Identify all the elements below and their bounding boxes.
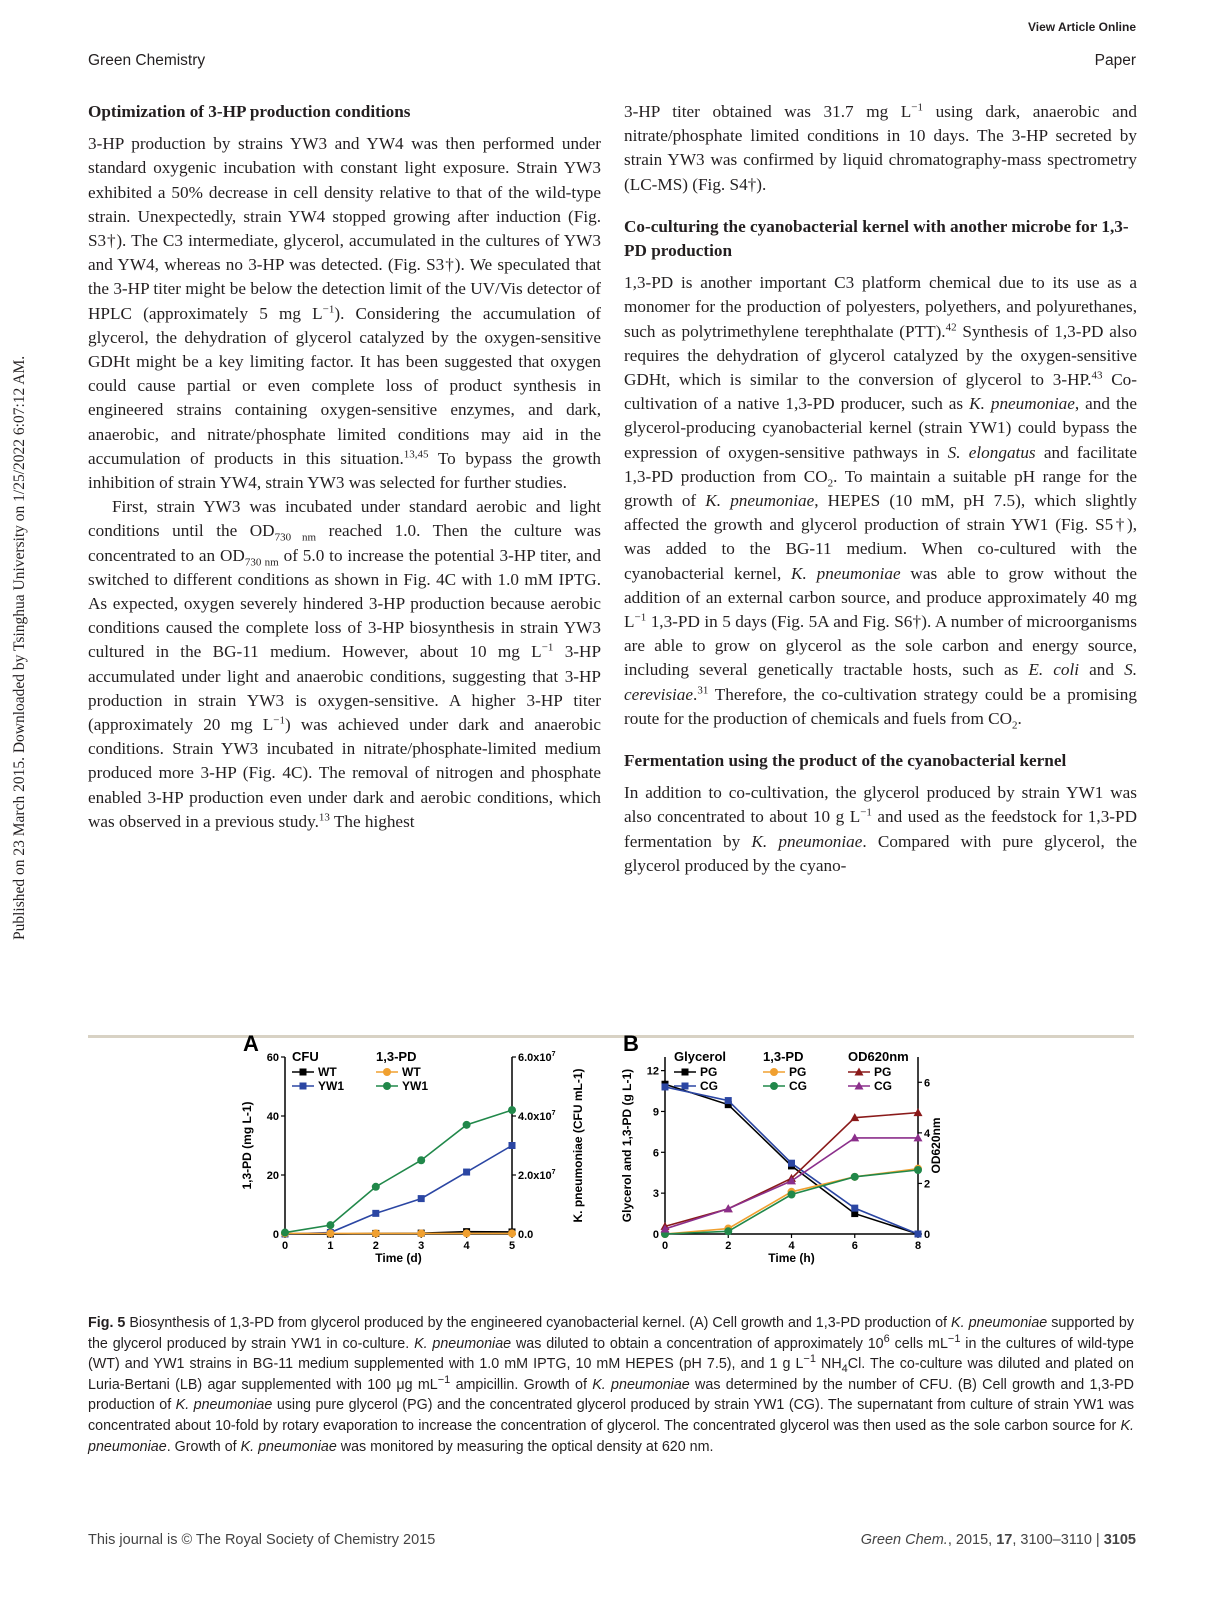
data-point xyxy=(326,1229,334,1237)
figure-label: Fig. 5 xyxy=(88,1315,126,1331)
legend-label: PG xyxy=(700,1065,718,1079)
panel-a xyxy=(240,1031,585,1265)
citation: 43 xyxy=(1091,369,1103,382)
section-heading: Co-culturing the cyanobacterial kernel with another microbe for 1,3-PD production xyxy=(624,216,1129,261)
data-point xyxy=(383,1068,391,1076)
tick-label: 3 xyxy=(652,1188,659,1201)
data-point xyxy=(682,1069,689,1076)
data-point xyxy=(417,1156,425,1164)
legend-label: YW1 xyxy=(402,1079,429,1093)
legend-label: CG xyxy=(874,1079,892,1093)
data-point xyxy=(508,1106,516,1114)
series-line xyxy=(665,1084,918,1234)
panel-label: B xyxy=(623,1031,639,1056)
tick-label: 0 xyxy=(652,1229,659,1241)
figure-5 xyxy=(240,1031,980,1312)
data-point xyxy=(788,1191,796,1199)
data-point xyxy=(724,1204,733,1212)
tick-label: $6.0x10^7$ xyxy=(518,1051,556,1064)
legend-label: WT xyxy=(318,1065,337,1079)
tick-label: 0.0 xyxy=(518,1229,534,1241)
data-point xyxy=(372,1183,380,1191)
data-point xyxy=(724,1227,732,1235)
tick-label: 5 xyxy=(508,1240,516,1252)
section-heading: Optimization of 3-HP production conditions xyxy=(88,102,411,121)
legend-label: CG xyxy=(789,1079,807,1093)
tick-label: 1 xyxy=(327,1240,334,1252)
data-point xyxy=(508,1229,516,1237)
legend-title: 1,3-PD xyxy=(763,1049,804,1064)
section-label: Paper xyxy=(1094,52,1136,69)
figure-caption: Fig. 5 Biosynthesis of 1,3-PD from glycerol produced by the engineered cyanobacterial kernel. (A) Cell growth and 1,3-PD production of K. pneumoniae supported by the glycerol produced by strain YW1 in co-culture. K. pneumoniae was diluted to obtain a concentration of approximately $10^6$ cells $mL^{-1}$ in the cultures of wild-type (WT) and YW1 strains in BG-11 medium supplemented with 1.0 mM IPTG, 10 mM HEPES (pH 7.5), and 1 g $L^{-1}$ $NH_4Cl$. The co-culture was diluted and plated on Luria-Bertani (LB) agar supplemented with 100 μg $mL^{-1}$ ampicillin. Growth of K. pneumoniae was determined by the number of CFU. (B) Cell growth and 1,3-PD production of K. pneumoniae using pure glycerol (PG) and the concentrated glycerol produced by strain YW1 (CG). The supernatant from culture of strain YW1 was concentrated about 10-fold by rotary evaporation to increase the concentration of glycerol. The concentrated glycerol was then used as the sole carbon source for K. pneumoniae. Growth of K. pneumoniae was monitored by measuring the optical density at 620 nm. xyxy=(88,1315,1134,1455)
legend-label: CG xyxy=(700,1079,718,1093)
y-axis-label: Glycerol and 1,3-PD (g L-1) xyxy=(620,1068,634,1223)
data-point xyxy=(300,1083,307,1090)
legend-title: 1,3-PD xyxy=(376,1049,417,1064)
data-point xyxy=(851,1205,858,1212)
legend-label: YW1 xyxy=(318,1079,345,1093)
tick-label: 0 xyxy=(661,1240,669,1252)
data-point xyxy=(463,1229,471,1237)
series-line xyxy=(665,1113,918,1227)
section-heading: Fermentation using the product of the cyanobacterial kernel xyxy=(624,751,1067,771)
tick-label: 8 xyxy=(914,1240,922,1252)
data-point xyxy=(770,1082,778,1090)
legend-title: OD620nm xyxy=(848,1049,909,1064)
data-point xyxy=(914,1166,922,1174)
tick-label: 6 xyxy=(924,1077,931,1090)
tick-label: $4.0x10^7$ xyxy=(518,1110,556,1123)
tick-label: 2 xyxy=(725,1240,732,1252)
paragraph: 3-HP titer obtained was 31.7 mg $L^{-1}$ using dark, anaerobic and nitrate/phosphate limited conditions in 10 days. The 3-HP secreted by strain YW3 was confirmed by liquid chromatography-mass spectrometry (LC-MS) (Fig. S4†). xyxy=(624,101,1137,194)
side-publication-note xyxy=(4,0,32,975)
tick-label: 20 xyxy=(266,1170,279,1182)
legend-title: Glycerol xyxy=(674,1049,727,1064)
legend-label: WT xyxy=(402,1065,421,1079)
footer-citation: Green Chem., 2015, 17, 3100–3110 | 3105 xyxy=(860,1532,1136,1548)
paragraph: First, strain YW3 was incubated under standard aerobic and light conditions until the $OD_{730 nm}$ reached 1.0. Then the culture was concentrated to an $OD_{730 nm}$ of 5.0 to increase the potential 3-HP titer, and switched to different conditions as shown in Fig. 4C with 1.0 mM IPTG. As expected, oxygen severely hindered 3-HP production because aerobic conditions caused the complete loss of 3-HP biosynthesis in strain YW3 cultured in the BG-11 medium. However, about 10 mg $L^{-1}$ 3-HP accumulated under light and anaerobic conditions, suggesting that 3-HP production in strain YW3 is oxygen-sensitive. A higher 3-HP titer (approximately 20 mg $L^{-1}$) was achieved under dark and anaerobic conditions. Strain YW3 incubated in nitrate/phosphate-limited medium produced more 3-HP (Fig. 4C). The removal of nitrogen and phosphate enabled 3-HP production even under dark and aerobic conditions, which was observed in a previous study.$^{13}$ The highest xyxy=(88,497,602,831)
data-point xyxy=(383,1082,391,1090)
data-point xyxy=(788,1160,795,1167)
data-point xyxy=(662,1083,669,1090)
tick-label: 9 xyxy=(652,1106,659,1119)
paragraph: 1,3-PD is another important C3 platform chemical due to its use as a monomer for the production of polyesters, polyethers, and polyurethanes, such as polytrimethylene terephthalate (PTT).$^{42}$ Synthesis of 1,3-PD also requires the dehydration of glycerol catalyzed by the oxygen-sensitive GDHt, which is similar to the conversion of glycerol to 3-HP.$^{43}$ Co-cultivation of a native 1,3-PD producer, such as K. pneumoniae, and the glycerol-producing cyanobacterial kernel (strain YW1) could bypass the expression of oxygen-sensitive pathways in S. elongatus and facilitate 1,3-PD production from $CO_2$. To maintain a suitable pH range for the growth of K. pneumoniae, HEPES (10 mM, pH 7.5), which slightly affected the growth and glycerol production of strain YW1 (Fig. S5†), was added to the BG-11 medium. When co-cultured with the cyanobacterial kernel, K. pneumoniae was able to grow without the addition of an external carbon source, and produce approximately 40 mg $L^{-1}$ 1,3-PD in 5 days (Fig. 5A and Fig. S6†). A number of microorganisms are able to grow on glycerol as the sole carbon and energy source, including several genetically tractable hosts, such as E. coli and S. cerevisiae.$^{31}$ Therefore, the co-cultivation strategy could be a promising route for the production of chemicals and fuels from $CO_2$. xyxy=(624,273,1137,732)
tick-label: 0 xyxy=(281,1240,289,1252)
series-line xyxy=(285,1110,512,1232)
panel-label: A xyxy=(243,1031,259,1056)
tick-label: 12 xyxy=(646,1065,659,1078)
data-point xyxy=(682,1083,689,1090)
tick-label: 4 xyxy=(463,1240,470,1252)
data-point xyxy=(851,1173,859,1181)
citation: 13 xyxy=(318,811,330,824)
y2-axis-label: K. pneumoniae (CFU mL-1) xyxy=(571,1068,585,1223)
panel-b xyxy=(620,1031,943,1265)
tick-label: 0 xyxy=(924,1229,931,1241)
data-point xyxy=(509,1142,516,1149)
paragraph: In addition to co-cultivation, the glycerol produced by strain YW1 was also concentrated to about 10 g $L^{-1}$ and used as the feedstock for 1,3-PD fermentation by K. pneumoniae. Compared with pure glycerol, the glycerol produced by the cyano- xyxy=(624,783,1137,875)
tick-label: 3 xyxy=(418,1240,425,1252)
citation: 42 xyxy=(945,320,957,333)
legend-label: PG xyxy=(874,1065,892,1079)
legend-title: CFU xyxy=(292,1049,319,1064)
data-point xyxy=(725,1097,732,1104)
tick-label: 4 xyxy=(788,1240,795,1252)
y2-axis-label: OD620nm xyxy=(929,1117,943,1174)
data-point xyxy=(915,1231,922,1238)
data-point xyxy=(372,1229,380,1237)
tick-label: 6 xyxy=(851,1240,858,1252)
data-point xyxy=(300,1069,307,1076)
tick-label: $2.0x10^7$ xyxy=(518,1169,556,1182)
series-line xyxy=(285,1146,512,1235)
data-point xyxy=(417,1229,425,1237)
tick-label: 6 xyxy=(652,1147,659,1160)
page-number: 3105 xyxy=(1103,1532,1136,1548)
view-article-online-link[interactable]: View Article Online xyxy=(1027,20,1136,34)
tick-label: 2 xyxy=(924,1178,931,1191)
footer-copyright: This journal is © The Royal Society of Chemistry 2015 xyxy=(88,1532,436,1548)
data-point xyxy=(770,1068,778,1076)
data-point xyxy=(463,1169,470,1176)
data-point xyxy=(418,1195,425,1202)
citation: 31 xyxy=(697,683,709,696)
side-publication-note-text: Published on 23 March 2015. Downloaded by Tsinghua University on 1/25/2022 6:07:12 AM. xyxy=(11,355,28,940)
tick-label: 2 xyxy=(372,1240,379,1252)
data-point xyxy=(326,1221,334,1229)
x-axis-label: Time (d) xyxy=(375,1251,422,1265)
legend-label: PG xyxy=(789,1065,807,1079)
tick-label: 60 xyxy=(266,1052,279,1064)
paragraph: 3-HP production by strains YW3 and YW4 was then performed under standard oxygenic incubation with constant light exposure. Strain YW3 exhibited a 50% decrease in cell density relative to that of the wild-type strain. Unexpectedly, strain YW4 stopped growing after induction (Fig. S3†). The C3 intermediate, glycerol, accumulated in the cultures of YW3 and YW4, whereas no 3-HP was detected. (Fig. S3†). We speculated that the 3-HP titer might be below the detection limit of the UV/Vis detector of HPLC (approximately 5 mg $L^{-1}$). Considering the accumulation of glycerol, the dehydration of glycerol catalyzed by the oxygen-sensitive GDHt might be a key limiting factor. It has been suggested that oxygen could cause partial or even complete loss of product synthesis in engineered strains containing oxygen-sensitive enzymes, and dark, anaerobic, and nitrate/phosphate limited conditions may aid in the accumulation of products in this situation.$^{13,45}$ To bypass the growth inhibition of strain YW4, strain YW3 was selected for further studies. xyxy=(88,134,602,493)
citation: 13,45 xyxy=(403,448,429,461)
data-point xyxy=(463,1121,471,1129)
y-axis-label: 1,3-PD (mg L-1) xyxy=(240,1101,254,1190)
data-point xyxy=(372,1210,379,1217)
x-axis-label: Time (h) xyxy=(768,1251,815,1265)
data-point xyxy=(281,1229,289,1237)
right-column xyxy=(624,100,1137,878)
left-column xyxy=(88,100,601,834)
tick-label: 0 xyxy=(272,1229,279,1241)
tick-label: 4 xyxy=(924,1127,931,1140)
journal-name: Green Chemistry xyxy=(88,52,206,69)
tick-label: 40 xyxy=(266,1111,279,1123)
